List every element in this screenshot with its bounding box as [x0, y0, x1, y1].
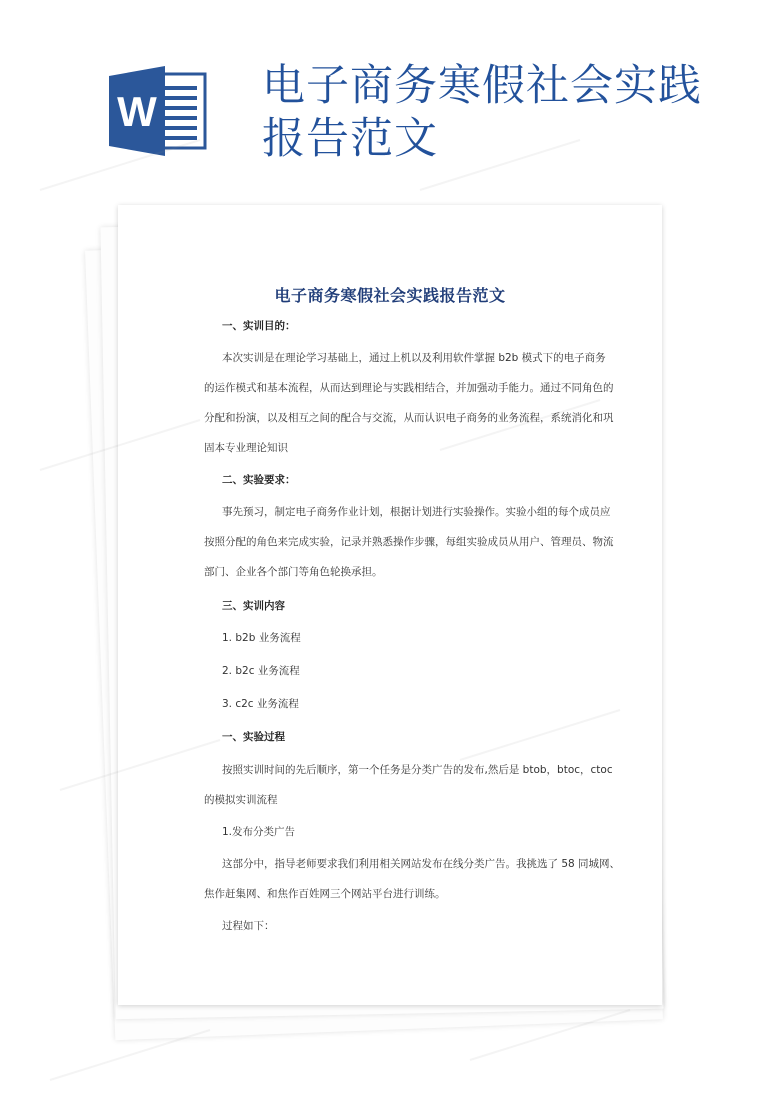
section-heading: 一、实训目的： [222, 320, 296, 332]
paragraph-line: 过程如下： [222, 920, 275, 932]
paragraph-line: 这部分中，指导老师要求我们利用相关网站发布在线分类广告。我挑选了 58 同城网、 [222, 858, 621, 870]
list-item: 1. b2b 业务流程 [222, 632, 301, 644]
section-heading: 二、实验要求： [222, 474, 296, 486]
document-title: 电子商务寒假社会实践报告范文 [274, 286, 506, 305]
paragraph-line: 本次实训是在理论学习基础上，通过上机以及利用软件掌握 b2b 模式下的电子商务 [222, 352, 606, 364]
paragraph-line: 的运作模式和基本流程，从而达到理论与实践相结合，并加强动手能力。通过不同角色的 [204, 382, 614, 394]
paragraph-line: 部门、企业各个部门等角色轮换承担。 [204, 566, 383, 578]
page-title-line-2: 报告范文 [262, 114, 438, 164]
list-item: 3. c2c 业务流程 [222, 698, 299, 710]
header [0, 0, 780, 200]
paragraph-line: 的模拟实训流程 [204, 794, 278, 806]
section-heading: 一、实验过程 [222, 731, 285, 743]
page-title-line-1: 电子商务寒假社会实践 [262, 61, 702, 111]
paragraph-line: 固本专业理论知识 [204, 442, 288, 454]
word-logo-letter: W [117, 88, 157, 135]
paragraph-line: 事先预习，制定电子商务作业计划，根据计划进行实验操作。实验小组的每个成员应 [222, 506, 611, 518]
paragraph-line: 1.发布分类广告 [222, 826, 296, 838]
list-item: 2. b2c 业务流程 [222, 665, 300, 677]
paragraph-line: 按照分配的角色来完成实验，记录并熟悉操作步骤，每组实验成员从用户、管理员、物流 [204, 536, 614, 548]
word-document-icon [109, 66, 207, 156]
paragraph-line: 焦作赶集网、和焦作百姓网三个网站平台进行训练。 [204, 888, 446, 900]
paragraph-line: 按照实训时间的先后顺序，第一个任务是分类广告的发布,然后是 btob，btoc，ctoc [222, 764, 613, 776]
section-heading: 三、实训内容 [222, 600, 285, 612]
paragraph-line: 分配和扮演，以及相互之间的配合与交流，从而认识电子商务的业务流程，系统消化和巩 [204, 412, 614, 424]
document-page [118, 205, 662, 1005]
